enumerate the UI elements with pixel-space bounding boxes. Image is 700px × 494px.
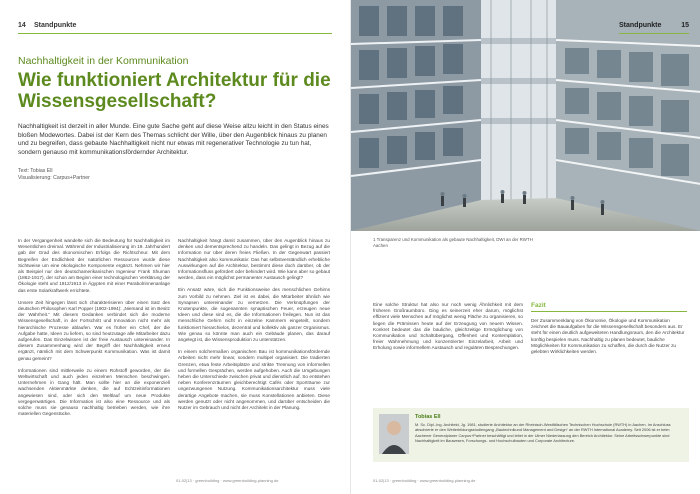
body-column-2 xyxy=(178,238,330,417)
article-lead: Nachhaltigkeit ist derzeit in aller Munde. Eine gute Sache geht auf diese Weise allzu leicht in den Status eines bloßen Modewortes. Dabei ist der Kern des Themas schlicht der Wille, über den Augenblick hinaus zu planen und zu begreifen, dass gebaute Nachhaltigkeit nicht nur etwas mit regenerativer Technologie zu tun hat, sondern genauso mit kommunikationsfördernder Architektur. xyxy=(18,123,329,156)
section-label-right: Standpunkte xyxy=(619,22,662,29)
article-kicker: Nachhaltigkeit in der Kommunikation xyxy=(18,55,189,67)
section-label-left: Standpunkte xyxy=(34,22,77,29)
photo-caption: 1 Transparenz und Kommunikation als gebaute Nachhaltigkeit, DWI an der RWTH Aachen xyxy=(373,237,533,248)
author-bio-box xyxy=(373,408,689,462)
author-portrait-illustration xyxy=(379,414,409,454)
header-rule-right xyxy=(619,33,689,34)
page-header-left xyxy=(18,22,332,31)
page-header-right xyxy=(619,22,689,31)
article-headline: Wie funktioniert Architektur für die Wissensgesellschaft? xyxy=(18,70,331,112)
fazit-heading: Fazit xyxy=(531,302,546,309)
page-number-left: 14 xyxy=(18,22,26,29)
page-footer-left: 01-02|13 · greenbuilding · www.greenbuilding-planning.de xyxy=(176,478,279,483)
visual-credit: Visualisierung: Carpus+Partner xyxy=(18,175,90,181)
body-column-3: Eine solche Struktur hat also nur noch wenig Ähnlichkeit mit dem früheren Großraumbüro. Ging es seinerzeit eher darum, möglichst effizient viele Menschen auf möglichst wenig Fläche zu organisieren, so liegen die Prämissen heute auf der Erzeugung von neuem Wissen. Konkret bedeutet das die bauliche, gleichzeitige Ermöglichung von Kommunikation und Schaltübergang, Offenheit und Kontemplation, freier Wahrnehmung und konzentrierter Einzelarbeit, Arbeit und Erholung sowie informellem Austausch und regulären Besprechungen. xyxy=(373,302,523,351)
body-paragraph: Informationen sind mittlerweile zu einem Rohstoff geworden, der die Weltwirtschaft und auch jeden einzelnen Menschen beschwingen. Unternehmen in Gang hält. Man sollte hier an die exponenziell wachsenden Aktienmärkte denken, die auf Echtzeitinformationen angewiesen sind, oder sich den Weltlauf um neue Produkte vergegenwärtigen. Die Information ist also eine Ressource und als solche muss sie genauso nachhaltig betrieben werden, wie ihre materiellen Gegenstücke. xyxy=(18,367,170,417)
page-number-right: 15 xyxy=(681,22,689,29)
body-paragraph: Nachhaltigkeit hängt damit zusammen, über den Augenblick hinaus zu denken und dementsprechend zu handeln. Das gelingt in Bezug auf die Information nur über deren freies Fließen. In der Gegenwart passiert Nachhaltigkeit also kommunikativ: Das hat selbstverständlich erhebliche Auswirkungen auf die Architektur, bestimmt diese doch darüber, ob der Informationsfluss gefördert oder behindert wird. Wie kann aber so gebaut werden, dass ein möglichst permanenter Austausch gelingt? xyxy=(178,238,330,281)
author-bio-name: Tobias Ell xyxy=(415,414,441,420)
author-bio-text: M. Sc. Dipl.-Ing. Architekt, Jg. 1981, studierte Architektur an der Rheinisch-Westfälischen Technischen Hochschule (RWTH) in Aachen. Im Anschluss absolvierte er den Weiterbildungsstudiengang „Bautechnikund Management and Design“ an der RWTH International Academy. Seit 2006 ist er beim Aachener Generalplaner Carpus+Partner beschäftigt und leitet in der Ulmer Niederlassung den Bereich Architektur. Seine Arbeitsschwerpunkte sind Nachhaltigkeit im Bauwesen, Forschungs- und Hochschulbauten und Corporate Architecture. xyxy=(415,422,671,443)
right-page xyxy=(350,0,700,494)
body-paragraph: In der Vergangenheit wandelte sich die Bedeutung für Nachhaltigkeit im Wesentlichen dreimal. Während der Industrialisierung im 19. Jahrhundert gab der Grad des ökonomischen Erfolgs die Richtschnur. Mit dem Begreifen der Endlichkeit der natürlichen Ressourcen wurde diese Sichtweise um eine ökologische Komponente ergänzt. Nehmen wir hier als Beispiel nur den deutschamerikanischen Ingenieur Frank Shuman (1862-1917), der schon am Beginn einer technologischen Verklärung der Ökologie steht und 1912/1913 in Ägypten mit einer Parabolrinnenanlage das erste Solarkraftwerk errichtete. xyxy=(18,238,170,293)
page-footer-right: 01-02|13 · greenbuilding · www.greenbuilding-planning.de xyxy=(373,478,476,483)
fazit-text: Der Zusammenklang von Ökonomie, Ökologie und Kommunikation zeichnet die Bauaufgaben für die Wissensgesellschaft besonders aus. Er steht für einen deutlich aufgeweiteten Handlungsraum, den die Architektur künftig bespielen muss. Nachhaltig zu planen bedeutet, bauliche Möglichkeiten für Kommunikation zu schaffen, die durch die Nutzer zu gelebten Wirklichkeiten werden. xyxy=(531,318,685,355)
fazit-rule xyxy=(531,311,687,312)
body-column-1 xyxy=(18,238,170,423)
body-paragraph: Ein Ansatz wäre, sich die Funktionsweise des menschlichen Gehirns zum Vorbild zu nehmen. Ziel ist es dabei, die Mitarbeiter ähnlich wie Synapsen untereinander zu vernetzen. Die Verknüpfungen der Knotenpunkte, die sogenannten synaptischen Feuer, erzeugen neue Ideen und diese sind es, die die Informationen freilegen. Nun ist das menschliche Gehirn nicht in einzelne Kammern eingeteilt, sondern funktioniert hierarchielos, dezentral und kollektiv als ganzer Organismus. Wie genau so könnte man auch ein Gebäude planen, das darauf angelegt ist, die Wissensproduktion zu unterstützen. xyxy=(178,287,330,343)
header-rule-left xyxy=(18,33,332,34)
body-paragraph: Unsere Zeit hingegen lässt sich charakterisieren über einen Satz des deutschen Philosophen Karl Popper (1902-1994): „Niemand ist im Besitz der Wahrheit.“ Mit diesem Gedanken verbindet sich die moderne Wissensgesellschaft, in der Fortschritt und Innovation nicht mehr als hierarchische Prozesse ablaufen. War es früher ein Chef, der die Aufgabe hatte, Ideen zu liefern, so sind heutzutage alle Mitarbeiter dazu aufgerufen. Das Einzelwissen ist der freie Austausch untereinander. In diesem Zusammenhang wird der Begriff der Nachhaltigkeit erneut ergänzt, nämlich mit dem Schwerpunkt Kommunikation. Was ist damit genau gemeint? xyxy=(18,299,170,361)
atrium-photo xyxy=(351,0,700,231)
author-credit: Text: Tobias Ell xyxy=(18,168,53,174)
body-paragraph: In einem solchermaßen organischen Bau ist kommunikationsfördernde Arbeiten nicht mehr linear, sondern multipel organisiert. Die tradierten Grenzen, etwa feste Arbeitsplätze und strikte Trennung von informellen und formellen Gesprächen, werden aufgehoben. Auch die Umgebungen heben die Unterschiede zwischen privat und dienstlich auf. So entstehen neben Konferenzräumen gleichberechtigt Cafés oder Sporträume zur ungezwungenen Nutzung. Kommunikationsarchitektur muss viele derartige Angebote machen, sie muss Konstellationen anbieten. Diese werden genutzt oder nicht angenommen, und darüber entscheiden die Nutzer im Gebrauch und nicht der Architekt in der Planung. xyxy=(178,349,330,411)
author-portrait xyxy=(379,414,409,454)
atrium-photo-illustration xyxy=(351,0,700,231)
